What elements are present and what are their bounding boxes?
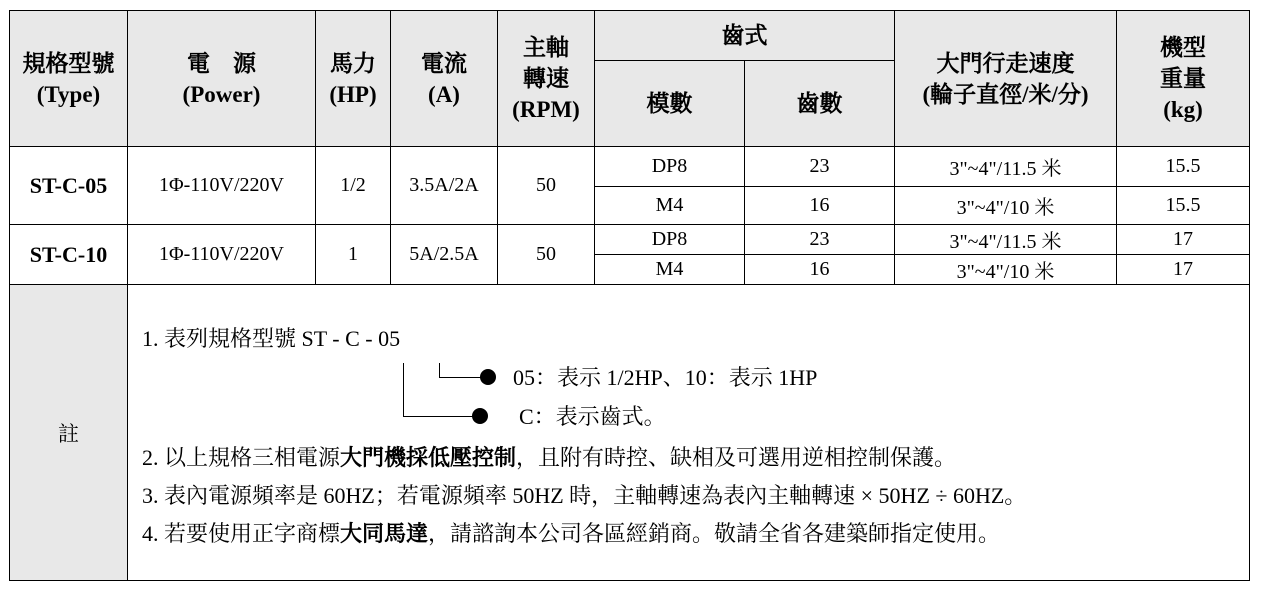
teeth-cell: 16 <box>745 255 895 285</box>
notes-row <box>10 285 1250 581</box>
table-row <box>10 225 1250 255</box>
speed-cell: 3"~4"/10 米 <box>895 255 1117 285</box>
header-power-en: (Power) <box>182 81 261 107</box>
tree-vertical-line <box>403 363 404 417</box>
note-1-sub-2: C：表示齒式。 <box>519 404 666 429</box>
header-module: 模數 <box>595 61 745 147</box>
tree-connector-2 <box>403 416 473 417</box>
speed-cell: 3"~4"/11.5 米 <box>895 225 1117 255</box>
tree-vertical-line-short <box>439 363 440 377</box>
hp-cell: 1 <box>316 225 391 285</box>
header-speed-sub: (輪子直徑/米/分) <box>922 81 1089 107</box>
note-4-emphasis: 大同馬達 <box>340 521 429 546</box>
bullet-dot-icon <box>472 408 488 424</box>
header-speed-label: 大門行走速度 <box>936 50 1075 76</box>
teeth-cell: 23 <box>745 225 895 255</box>
header-weight-label-2: 重量 <box>1160 66 1206 91</box>
header-hp-label: 馬力 <box>330 50 376 76</box>
note-4 <box>142 519 1000 549</box>
power-cell: 1Φ-110V/220V <box>128 147 316 225</box>
speed-cell: 3"~4"/10 米 <box>895 187 1117 225</box>
tree-connector-1 <box>439 377 481 378</box>
note-2 <box>142 443 956 473</box>
header-gear <box>595 11 895 61</box>
note-3: 3. 表內電源頻率是 60HZ；若電源頻率 50HZ 時，主軸轉速為表內主軸轉速 × 50HZ ÷ 60HZ。 <box>142 483 1027 508</box>
header-gear-label: 齒式 <box>721 23 768 48</box>
hp-cell: 1/2 <box>316 147 391 225</box>
header-speed <box>895 11 1117 147</box>
header-type-en: (Type) <box>36 81 101 107</box>
note-4-part-c: ，請諮詢本公司各區經銷商。敬請全省各建築師指定使用。 <box>428 521 1001 546</box>
header-type <box>10 11 128 147</box>
rpm-cell: 50 <box>498 225 595 285</box>
header-rpm-label-1: 主軸 <box>523 35 569 60</box>
weight-cell: 15.5 <box>1117 147 1250 187</box>
model-cell: ST-C-05 <box>10 147 128 225</box>
header-weight-label-1: 機型 <box>1160 35 1206 60</box>
table-row <box>10 147 1250 187</box>
note-2-emphasis: 大門機採低壓控制 <box>340 445 517 470</box>
header-hp-en: (HP) <box>329 81 377 107</box>
weight-cell: 17 <box>1117 255 1250 285</box>
header-current-label: 電流 <box>421 50 467 76</box>
header-weight <box>1117 11 1250 147</box>
module-cell: DP8 <box>595 147 745 187</box>
header-rpm-en: (RPM) <box>512 97 580 122</box>
header-type-label: 規格型號 <box>22 50 115 76</box>
header-rpm <box>498 11 595 147</box>
model-cell: ST-C-10 <box>10 225 128 285</box>
bullet-dot-icon <box>480 369 496 385</box>
weight-cell: 17 <box>1117 225 1250 255</box>
note-1-sub-1: 05：表示 1/2HP、10：表示 1HP <box>513 365 818 390</box>
weight-cell: 15.5 <box>1117 187 1250 225</box>
header-current-en: (A) <box>428 81 460 107</box>
header-teeth: 齒數 <box>745 61 895 147</box>
teeth-cell: 16 <box>745 187 895 225</box>
header-power <box>128 11 316 147</box>
note-2-part-a: 2. 以上規格三相電源 <box>142 445 341 470</box>
module-cell: M4 <box>595 255 745 285</box>
header-power-label: 電 源 <box>187 50 256 76</box>
note-1: 1. 表列規格型號 ST - C - 05 <box>142 326 401 351</box>
power-cell: 1Φ-110V/220V <box>128 225 316 285</box>
header-hp <box>316 11 391 147</box>
spec-table <box>9 10 1250 581</box>
note-4-part-a: 4. 若要使用正字商標 <box>142 521 341 546</box>
current-cell: 5A/2.5A <box>391 225 498 285</box>
note-2-part-c: ，且附有時控、缺相及可選用逆相控制保護。 <box>516 445 957 470</box>
header-weight-en: (kg) <box>1163 97 1203 122</box>
header-current <box>391 11 498 147</box>
speed-cell: 3"~4"/11.5 米 <box>895 147 1117 187</box>
rpm-cell: 50 <box>498 147 595 225</box>
module-cell: M4 <box>595 187 745 225</box>
module-cell: DP8 <box>595 225 745 255</box>
teeth-cell: 23 <box>745 147 895 187</box>
header-rpm-label-2: 轉速 <box>523 66 569 91</box>
current-cell: 3.5A/2A <box>391 147 498 225</box>
notes-cell <box>128 285 1250 581</box>
notes-label: 註 <box>10 285 128 581</box>
